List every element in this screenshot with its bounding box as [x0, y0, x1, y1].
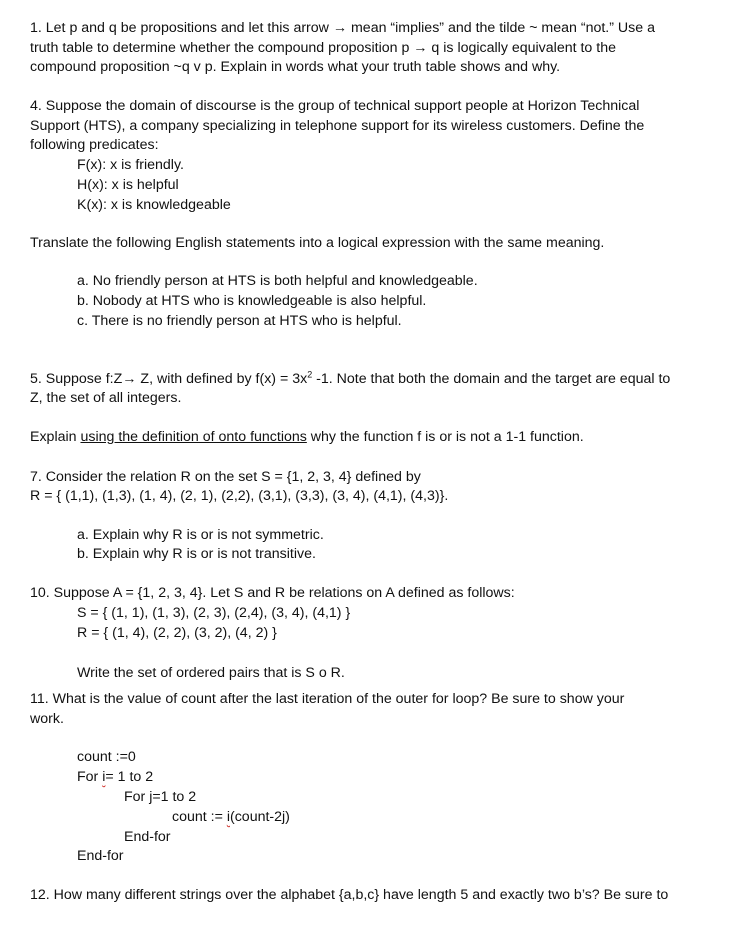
q4-intro-line-2: Support (HTS), a company specializing in telephone support for its wireless customers. Define the [30, 118, 645, 134]
q11-line-2: work. [30, 711, 64, 727]
q4-item-a: a. No friendly person at HTS is both helpful and knowledgeable. [77, 273, 478, 289]
q5-line-2: Z, the set of all integers. [30, 390, 182, 406]
q11-assign-lhs: count := [172, 809, 227, 825]
q11-code-inner-end: End-for [124, 829, 171, 845]
q11-code-outer-for [77, 768, 153, 787]
q5-explain-before: Explain [30, 429, 81, 445]
q11-outer-loop-variable: i [102, 769, 106, 785]
q11-assign-expression: (count-2j) [229, 809, 290, 825]
q5-line-1-text-a: 5. Suppose f:Z→ Z, with defined by f(x) = 3x [30, 371, 308, 387]
q4-item-c: c. There is no friendly person at HTS who is helpful. [77, 313, 402, 329]
q11-code-assignment [172, 808, 290, 827]
q11-line-1: 11. What is the value of count after the last iteration of the outer for loop? Be sure to show your [30, 691, 625, 707]
q4-predicate-k: K(x): x is knowledgeable [77, 197, 231, 213]
q4-item-b: b. Nobody at HTS who is knowledgeable is also helpful. [77, 293, 427, 309]
q4-intro-line-1: 4. Suppose the domain of discourse is the group of technical support people at Horizon Technical [30, 98, 640, 114]
q11-assign-variable: i [226, 809, 230, 825]
q5-explain [30, 428, 584, 447]
q11-outer-for-range: = 1 to 2 [105, 769, 154, 785]
q1-line-2: truth table to determine whether the compound proposition p → q is logically equivalent to the [30, 40, 616, 56]
q11-code-inner-for: For j=1 to 2 [124, 789, 197, 805]
q5-line-1-text-b: -1. Note that both the domain and the target are equal to [312, 371, 671, 387]
q7-line-2: R = { (1,1), (1,3), (1, 4), (2, 1), (2,2), (3,1), (3,3), (3, 4), (4,1), (4,3)}. [30, 488, 449, 504]
q10-r-definition: R = { (1, 4), (2, 2), (3, 2), (4, 2) } [77, 625, 277, 641]
q5-superscript: 2 [307, 369, 313, 380]
q10-task: Write the set of ordered pairs that is S o R. [77, 665, 345, 681]
q5-line-1 [30, 370, 670, 389]
q7-line-1: 7. Consider the relation R on the set S = {1, 2, 3, 4} defined by [30, 469, 421, 485]
q12-line-1: 12. How many different strings over the alphabet {a,b,c} have length 5 and exactly two b’s? Be sure to [30, 887, 669, 903]
q10-s-definition: S = { (1, 1), (1, 3), (2, 3), (2,4), (3, 4), (4,1) } [77, 605, 351, 621]
q7-item-b: b. Explain why R is or is not transitive. [77, 546, 316, 562]
q7-item-a: a. Explain why R is or is not symmetric. [77, 527, 324, 543]
q11-code-init: count :=0 [77, 749, 136, 765]
q5-explain-underlined: using the definition of onto functions [80, 429, 307, 445]
q1-line-3: compound proposition ~q v p. Explain in words what your truth table shows and why. [30, 59, 561, 75]
q11-outer-for-keyword: For [77, 769, 103, 785]
q4-predicate-h: H(x): x is helpful [77, 177, 179, 193]
q4-intro-line-3: following predicates: [30, 137, 159, 153]
q4-instruction: Translate the following English statements into a logical expression with the same meaning. [30, 235, 605, 251]
q5-explain-after: why the function f is or is not a 1-1 function. [306, 429, 584, 445]
q11-code-outer-end: End-for [77, 848, 124, 864]
q1-line-1: 1. Let p and q be propositions and let this arrow → mean “implies” and the tilde ~ mean “not.” Use a [30, 20, 655, 36]
q4-predicate-f: F(x): x is friendly. [77, 157, 184, 173]
q10-line-1: 10. Suppose A = {1, 2, 3, 4}. Let S and R be relations on A defined as follows: [30, 585, 515, 601]
